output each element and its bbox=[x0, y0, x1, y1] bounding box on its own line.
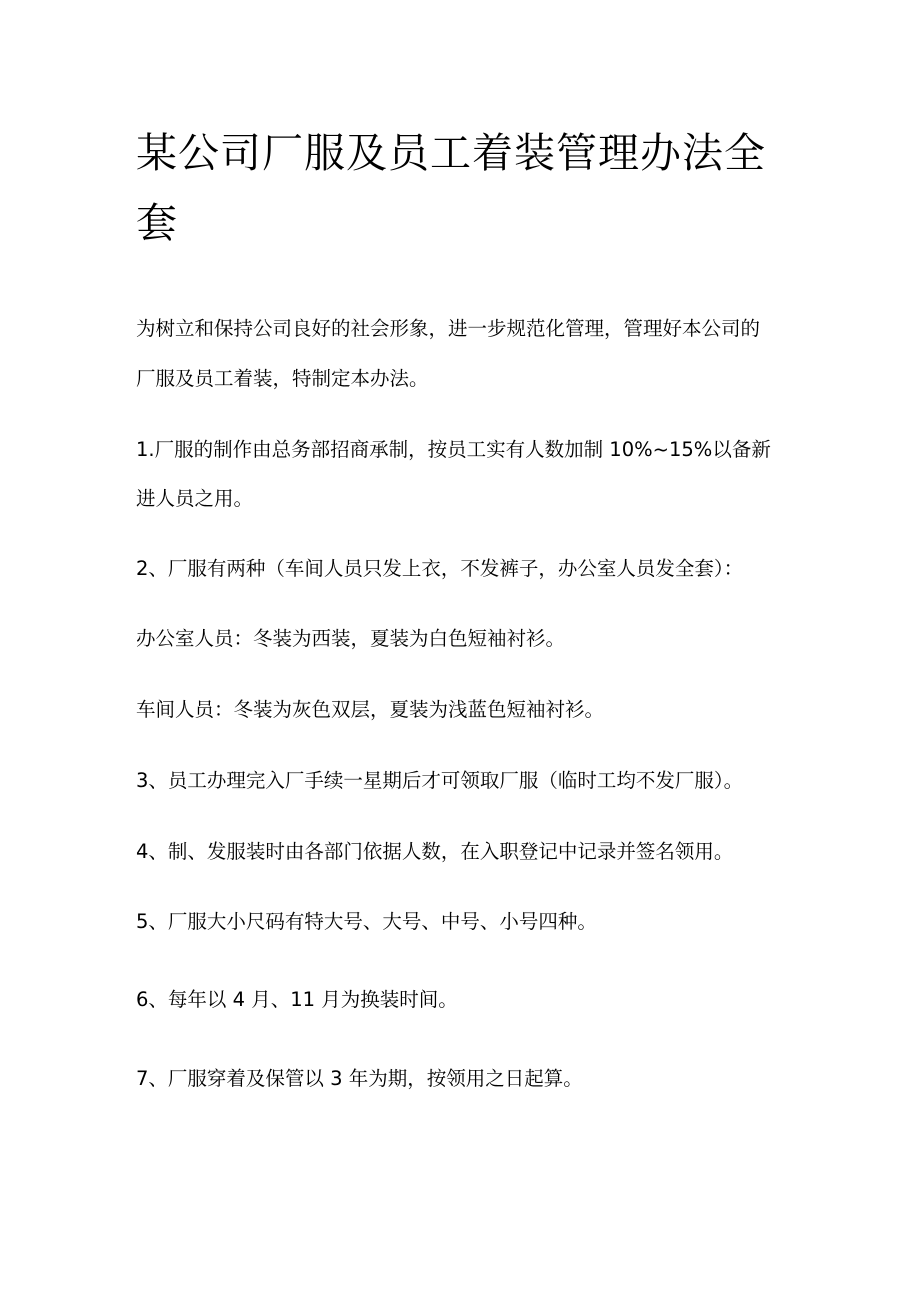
item-1-line-2: 进人员之用。 bbox=[136, 487, 254, 510]
office-staff-uniform: 办公室人员：冬装为西装，夏装为白色短袖衬衫。 bbox=[136, 627, 566, 650]
document-title: 某公司厂服及员工着装管理办法全套 bbox=[136, 129, 766, 247]
item-7: 7、厂服穿着及保管以 3 年为期，按领用之日起算。 bbox=[136, 1067, 583, 1090]
item-4: 4、制、发服装时由各部门依据人数，在入职登记中记录并签名领用。 bbox=[136, 840, 734, 863]
workshop-staff-uniform: 车间人员：冬装为灰色双层，夏装为浅蓝色短袖衬衫。 bbox=[136, 698, 605, 721]
item-5: 5、厂服大小尺码有特大号、大号、中号、小号四种。 bbox=[136, 910, 597, 933]
intro-paragraph-line-2: 厂服及员工着装，特制定本办法。 bbox=[136, 367, 429, 390]
item-1-line-1: 1.厂服的制作由总务部招商承制，按员工实有人数加制 10%~15%以备新 bbox=[136, 438, 771, 461]
intro-paragraph-line-1: 为树立和保持公司良好的社会形象，进一步规范化管理，管理好本公司的 bbox=[136, 317, 761, 340]
item-3: 3、员工办理完入厂手续一星期后才可领取厂服（临时工均不发厂服）。 bbox=[136, 769, 744, 792]
item-6: 6、每年以 4 月、11 月为换装时间。 bbox=[136, 988, 458, 1011]
item-2: 2、厂服有两种（车间人员只发上衣，不发裤子，办公室人员发全套）： bbox=[136, 557, 744, 580]
